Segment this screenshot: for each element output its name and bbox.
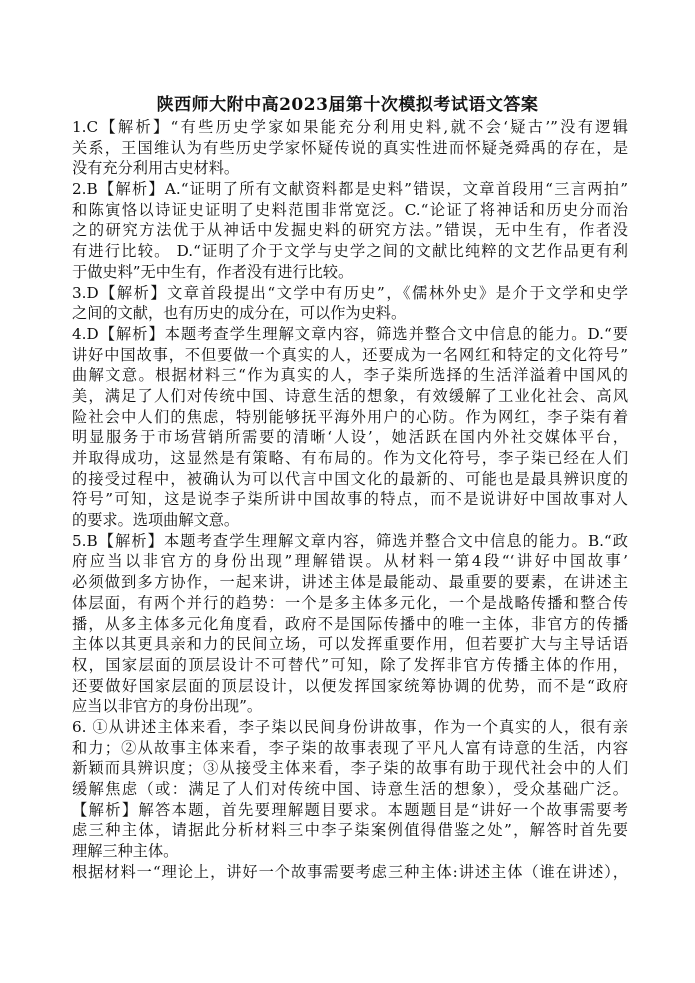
text-line: 6. ①从讲述主体来看，李子柒以民间身份讲故事，作为一个真实的人，很有亲 xyxy=(72,717,628,736)
text-line: 没有充分利用古史材料。 xyxy=(72,159,240,178)
text-line: 的要求。选项曲解文意。 xyxy=(72,511,240,530)
text-line: 的接受过程中，被确认为可以代言中国文化的最新的、可能也是最具辨识度的 xyxy=(72,469,628,488)
text-line: 之间的文献，也有历史的成分在，可以作为史料。 xyxy=(72,304,407,323)
text-line: 有进行比较。 D.“证明了介于文学与史学之间的文献比纯粹的文艺作品更有利 xyxy=(72,242,628,261)
text-line: 还要做好国家层面的顶层设计，以便发挥国家统筹协调的优势，而不是“政府 xyxy=(72,676,628,695)
text-line: 明显服务于市场营销所需要的清晰‘人设’，她活跃在国内外社交媒体平台， xyxy=(72,428,628,447)
text-line: 体层面，有两个并行的趋势：一个是多主体多元化，一个是战略传播和整合传 xyxy=(72,593,628,612)
text-line: 之的研究方法优于从神话中发掘史料的研究方法。”错误，无中生有，作者没 xyxy=(72,221,628,240)
text-line: 理解三种主体。 xyxy=(72,842,179,861)
text-line: 并取得成功，这显然是有策略、有布局的。作为文化符号，李子柒已经在人们 xyxy=(72,449,628,467)
text-line: 和力；②从故事主体来看，李子柒的故事表现了平凡人富有诗意的生活，内容 xyxy=(72,738,628,757)
text-line: 【解析】解答本题，首先要理解题目要求。本题题目是“讲好一个故事需要考 xyxy=(72,800,628,819)
text-line: 主体以其更具亲和力的民间立场，可以发挥重要作用，但若要扩大与主导话语 xyxy=(72,635,628,654)
text-line: 缓解焦虑（或：满足了人们对传统中国、诗意生活的想象），受众基础广泛。 xyxy=(72,780,628,798)
text-line: 5.B【解析】本题考查学生理解文章内容，筛选并整合文中信息的能力。B.“政 xyxy=(72,531,628,550)
text-line: 和陈寅恪以诗证史证明了史料范围非常宽泛。C.“论证了将神话和历史分而治 xyxy=(72,200,628,219)
text-line: 必须做到多方协作，一起来讲，讲述主体是最能动、最重要的要素，在讲述主 xyxy=(72,573,628,592)
text-line: 险社会中人们的焦虑，特别能够抚平海外用户的心防。作为网红，李子柒有着 xyxy=(72,407,628,426)
text-line: 美，满足了人们对传统中国、诗意生活的想象，有效缓解了工业化社会、高风 xyxy=(72,386,628,405)
text-line: 新颖而具辨识度；③从接受主体来看，李子柒的故事有助于现代社会中的人们 xyxy=(72,759,628,778)
answer-body xyxy=(72,117,628,882)
text-line: 播，从多主体多元化角度看，政府不是国际传播中的唯一主体，非官方的传播 xyxy=(72,614,628,633)
text-line: 1.C【解析】“有些历史学家如果能充分利用史料,就不会‘疑古’”没有逻辑 xyxy=(72,118,628,136)
text-line: 曲解文意。根据材料三“作为真实的人，李子柒所选择的生活洋溢着中国风的 xyxy=(72,366,628,385)
text-line: 关系，王国维认为有些历史学家怀疑传说的真实性进而怀疑尧舜禹的存在，是 xyxy=(72,138,628,157)
text-line: 2.B【解析】A.“证明了所有文献资料都是史料”错误，文章首段用“三言两拍” xyxy=(72,180,628,199)
text-line: 3.D【解析】文章首段提出“文学中有历史”，《儒林外史》是介于文学和史学 xyxy=(72,283,628,302)
text-line: 府应当以非官方的身份出现”理解错误。从材料一第4段“‘讲好中国故事’ xyxy=(72,552,628,571)
text-line: 4.D【解析】本题考查学生理解文章内容，筛选并整合文中信息的能力。D.“要 xyxy=(72,324,628,343)
text-line: 应当以非官方的身份出现”。 xyxy=(72,697,263,716)
text-line: 虑三种主体，请据此分析材料三中李子柒案例值得借鉴之处”，解答时首先要 xyxy=(72,821,628,840)
page-title: 陕西师大附中高2023届第十次模拟考试语文答案 xyxy=(156,95,539,115)
text-line: 权，国家层面的顶层设计不可替代”可知，除了发挥非官方传播主体的作用， xyxy=(72,655,628,674)
text-line: 符号”可知，这是说李子柒所讲中国故事的特点，而不是说讲好中国故事对人 xyxy=(72,490,628,509)
text-line: 根据材料一“理论上，讲好一个故事需要考虑三种主体:讲述主体（谁在讲述）， xyxy=(72,862,628,881)
text-line: 讲好中国故事，不但要做一个真实的人，还要成为一名网红和特定的文化符号” xyxy=(72,345,628,364)
text-line: 于做史料”无中生有，作者没有进行比较。 xyxy=(72,262,354,281)
